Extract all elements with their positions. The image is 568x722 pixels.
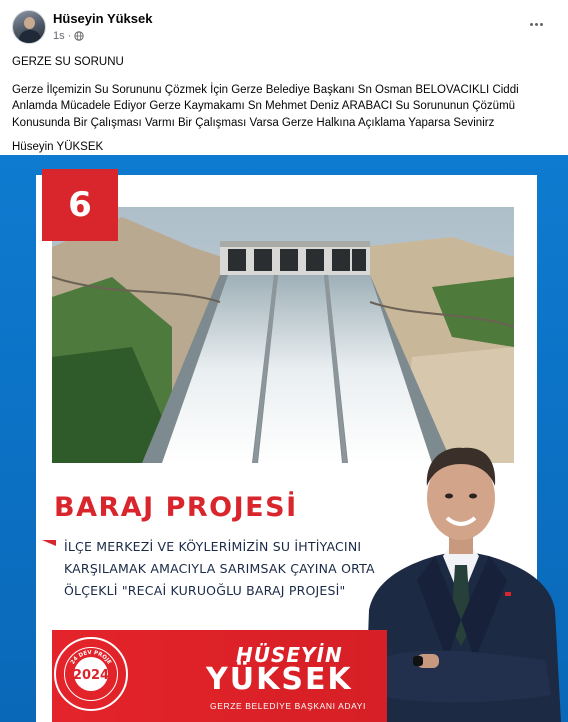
project-description-text: İLÇE MERKEZİ VE KÖYLERİMİZİN SU İHTİYACINI KARŞILAMAK AMACIYLA SARIMSAK ÇAYINA ORTA ÖLÇEKLİ "RECAİ KURUOĞLU BARAJ PROJESİ" — [64, 539, 375, 598]
project-description — [64, 536, 384, 602]
globe-icon — [74, 31, 84, 41]
seal-year: 2024 — [72, 668, 110, 683]
avatar[interactable] — [12, 10, 46, 44]
more-options-icon[interactable] — [526, 14, 546, 34]
candidate-last-name: YÜKSEK — [206, 662, 353, 697]
candidate-first-name: HÜSEYİN — [236, 643, 343, 667]
post-signature: Hüseyin YÜKSEK — [12, 141, 104, 153]
project-number-badge: 6 — [42, 169, 118, 241]
2024-projects-seal — [54, 637, 128, 711]
post-body: Gerze İlçemizin Su Sorununu Çözmek İçin Gerze Belediye Başkanı Sn Osman BELOVACIKLI Ciddi Anlamda Mücadele Ediyor Gerze Kaymakamı Sn Mehmet Deniz ARABACI Su Sorununun Çözümü Konusunda Bir Çalışması Varmı Bir Çalışması Varsa Gerze Halkına Açıklama Yaparsa Sevinirz — [12, 83, 519, 129]
post-meta: 1s · — [53, 30, 84, 42]
project-title: BARAJ PROJESİ — [54, 492, 298, 523]
candidate-role: GERZE BELEDİYE BAŞKANI ADAYI — [210, 701, 366, 711]
red-flag-icon — [42, 540, 56, 546]
post-text — [12, 54, 560, 156]
seal-ring-text: 24 DEV PROJE — [69, 649, 113, 666]
post-image[interactable] — [0, 155, 568, 722]
seal-icon — [65, 648, 117, 700]
post-title: GERZE SU SORUNU — [12, 56, 124, 68]
post-header — [0, 0, 568, 48]
post-timestamp[interactable]: 1s — [53, 30, 65, 42]
post-author-name[interactable]: Hüseyin Yüksek — [53, 11, 153, 26]
